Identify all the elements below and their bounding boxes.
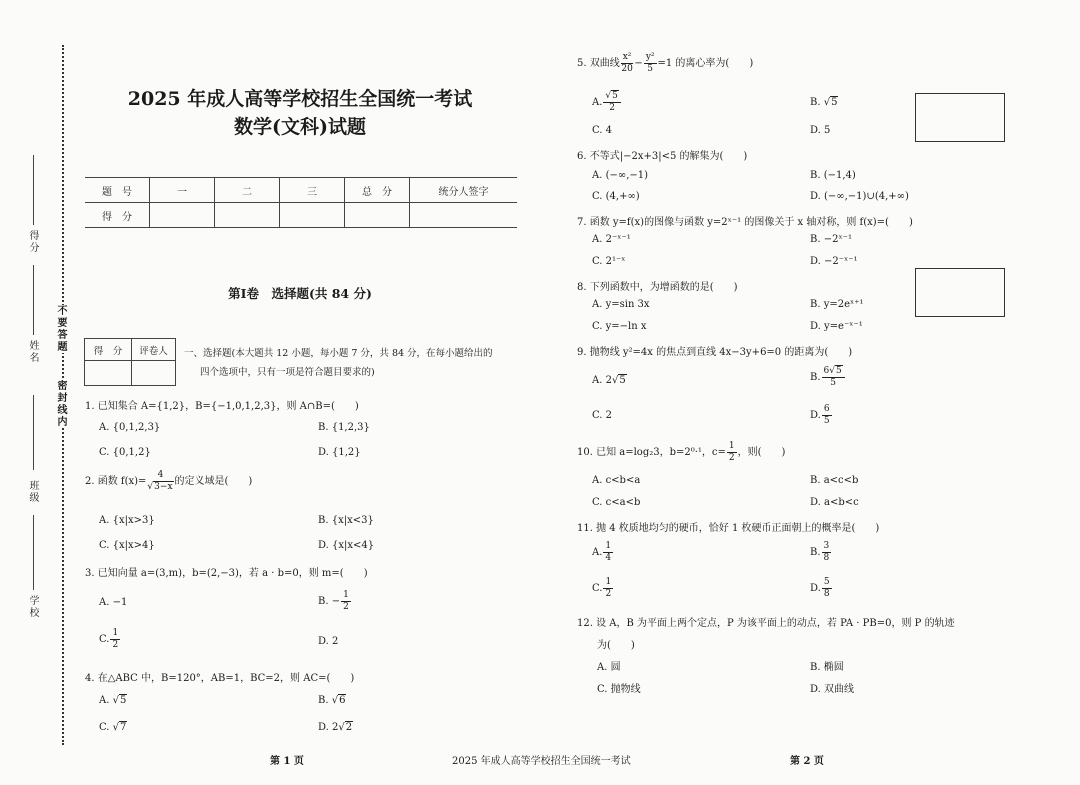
score-cell[interactable] (345, 203, 410, 228)
q1-option-c[interactable]: C. {0,1,2} (99, 447, 151, 458)
q8-option-c[interactable]: C. y=−ln x (592, 321, 647, 332)
q5-frac-2 (644, 53, 657, 74)
q4-option-b[interactable]: B. √6 (318, 695, 346, 706)
question-7: 7. 函数 y=f(x)的图像与函数 y=2ˣ⁻¹ 的图像关于 x 轴对称，则 f(x)=( ) (577, 217, 913, 228)
q10-option-b[interactable]: B. a<c<b (810, 475, 859, 486)
q11-a-den: 4 (605, 553, 612, 563)
q10-pre: 10. 已知 a=log₂3，b=2⁰·¹，c= (577, 447, 726, 458)
q5-frac-1 (621, 53, 634, 74)
question-6: 6. 不等式|−2x+3|<5 的解集为( ) (577, 151, 748, 162)
question-9: 9. 抛物线 y²=4x 的焦点到直线 4x−3y+6=0 的距离为( ) (577, 347, 853, 358)
q9-d-fraction (822, 405, 832, 426)
section-title: 第Ⅰ卷 选择题(共 84 分) (228, 286, 372, 301)
q12-option-b[interactable]: B. 椭圆 (810, 662, 844, 673)
q9-b-den: 5 (830, 378, 836, 388)
score-table-header-cell: 三 (280, 178, 345, 203)
q7-option-c[interactable]: C. 2¹⁻ˣ (592, 256, 626, 267)
q9-option-c[interactable]: C. 2 (592, 410, 613, 421)
q8-option-b[interactable]: B. y=2eˣ⁺¹ (810, 299, 864, 310)
score-label: 得分 (27, 230, 38, 254)
q1-option-a[interactable]: A. {0,1,2,3} (99, 422, 161, 433)
q11-c-den: 2 (605, 589, 612, 599)
footer-right-page: 第 2 页 (790, 756, 824, 767)
q10-option-a[interactable]: A. c<b<a (592, 475, 641, 486)
q11-option-b[interactable] (810, 542, 832, 563)
q5-a-num: √5 (603, 92, 620, 103)
q4-c-radicand: 7 (120, 722, 127, 733)
question-12-cont: 为( ) (597, 640, 635, 651)
name-label: 姓名 (27, 340, 38, 364)
q6-option-c[interactable]: C. (4,+∞) (592, 191, 640, 202)
score-cell[interactable] (280, 203, 345, 228)
school-blank-line (33, 515, 34, 590)
q4-b-radicand: 6 (339, 695, 346, 706)
score-table-header-cell: 一 (150, 178, 215, 203)
q9-d-den: 5 (823, 416, 830, 426)
q6-option-d[interactable]: D. (−∞,−1)∪(4,+∞) (810, 191, 909, 202)
grader-score-label: 得 分 (85, 339, 132, 361)
q5-post: =1 的离心率为( ) (657, 58, 754, 69)
q5-f2-den: 5 (647, 64, 654, 74)
q10-option-c[interactable]: C. c<a<b (592, 497, 641, 508)
q11-option-a[interactable] (592, 542, 614, 563)
q12-option-a[interactable]: A. 圆 (597, 662, 621, 673)
score-table (85, 177, 517, 228)
q2-stem-pre: 2. 函数 f(x)= (85, 476, 147, 487)
score-table-header-cell: 二 (215, 178, 280, 203)
q9-a-radicand: 5 (619, 375, 626, 386)
q5-option-a[interactable] (592, 92, 622, 113)
question-5 (577, 53, 753, 74)
grader-name-cell[interactable] (132, 361, 176, 386)
q11-b-fraction (822, 542, 832, 563)
section-instructions: 一、选择题(本大题共 12 小题，每小题 7 分，共 84 分，在每小题给出的 (184, 348, 493, 359)
q5-pre: 5. 双曲线 (577, 58, 620, 69)
q9-b-pre: B. (810, 372, 821, 383)
q10-option-d[interactable]: D. a<b<c (810, 497, 859, 508)
q10-den: 2 (728, 453, 735, 463)
grader-score-cell[interactable] (85, 361, 132, 386)
q10-fraction (727, 442, 737, 463)
name-blank-line (33, 265, 34, 335)
score-table-row-label: 得 分 (85, 203, 150, 228)
q2-option-d[interactable]: D. {x|x<4} (318, 540, 375, 551)
q5-f2-num: y² (645, 52, 655, 62)
q5-option-c[interactable]: C. 4 (592, 125, 613, 136)
q11-a-fraction (603, 542, 613, 563)
q3-b-den: 2 (343, 602, 349, 612)
q2-stem-post: 的定义域是( ) (174, 476, 253, 487)
q5-option-b[interactable]: B. √5 (810, 97, 838, 108)
q5-minus: − (634, 58, 643, 69)
q2-den-radicand: 3−x (154, 482, 173, 492)
q11-option-c[interactable] (592, 578, 614, 599)
q3-option-a[interactable]: A. −1 (99, 597, 128, 608)
q3-b-fraction (341, 591, 351, 612)
q9-b-num: 6√5 (822, 367, 845, 378)
q5-a-fraction (603, 92, 620, 113)
q1-option-d[interactable]: D. {1,2} (318, 447, 361, 458)
q5-b-pre: B. (810, 97, 821, 108)
q9-b-radicand: 5 (836, 366, 842, 376)
q3-c-fraction (110, 629, 120, 650)
q12-option-c[interactable]: C. 抛物线 (597, 684, 641, 695)
q11-a-num: 1 (605, 541, 612, 551)
question-10 (577, 442, 785, 463)
q5-a-radicand: 5 (612, 91, 618, 101)
q5-a-den: 2 (609, 103, 616, 113)
q3-b-pre: B. − (318, 596, 341, 607)
q4-a-radicand: 5 (119, 695, 127, 706)
footer-center-title: 2025 年成人高等学校招生全国统一考试 (452, 756, 631, 767)
grader-name-label: 评卷人 (132, 339, 176, 361)
q11-d-den: 8 (823, 589, 830, 599)
q3-option-d[interactable]: D. 2 (318, 636, 339, 647)
score-cell[interactable] (150, 203, 215, 228)
seal-line-label: 密封线内 (55, 380, 66, 428)
q3-option-b[interactable] (318, 591, 352, 612)
q2-option-b[interactable]: B. {x|x<3} (318, 515, 374, 526)
q11-a-pre: A. (592, 547, 603, 558)
q6-option-a[interactable]: A. (−∞,−1) (592, 170, 649, 181)
q5-f1-den: 20 (621, 64, 633, 74)
q11-d-num: 5 (823, 577, 830, 587)
q3-c-den: 2 (112, 640, 119, 650)
q4-option-d[interactable]: D. 2√2 (318, 722, 353, 733)
q8-option-a[interactable]: A. y=sin 3x (592, 299, 650, 310)
score-blank-line (33, 155, 34, 225)
q4-d-pre: D. 2 (318, 722, 339, 733)
q4-c-pre: C. (99, 722, 110, 733)
question-1: 1. 已知集合 A={1,2}，B={−1,0,1,2,3}，则 A∩B=( ) (85, 401, 359, 412)
q2-option-a[interactable]: A. {x|x>3} (99, 515, 155, 526)
q11-b-num: 3 (823, 541, 830, 551)
question-3: 3. 已知向量 a=(3,m)，b=(2,−3)，若 a · b=0，则 m=( ) (85, 568, 368, 579)
class-blank-line (33, 395, 34, 470)
question-2 (85, 471, 252, 492)
q11-c-num: 1 (605, 577, 612, 587)
q11-b-pre: B. (810, 547, 821, 558)
section-instructions-cont: 四个选项中，只有一项是符合题目要求的) (200, 367, 375, 378)
question-8: 8. 下列函数中，为增函数的是( ) (577, 282, 738, 293)
exam-subtitle: 数学(文科)试题 (234, 116, 366, 138)
q9-a-pre: A. 2 (592, 375, 612, 386)
q9-option-b[interactable] (810, 367, 846, 388)
signature-cell[interactable] (410, 203, 518, 228)
q7-option-b[interactable]: B. −2ˣ⁻¹ (810, 234, 852, 245)
grader-table (84, 338, 176, 386)
q7-option-a[interactable]: A. 2⁻ˣ⁻¹ (592, 234, 631, 245)
q4-a-pre: A. (99, 695, 110, 706)
q2-fraction (147, 471, 173, 492)
q2-option-c[interactable]: C. {x|x>4} (99, 540, 155, 551)
q9-d-pre: D. (810, 410, 821, 421)
q4-option-a[interactable]: A. √5 (99, 695, 127, 706)
q4-d-radicand: 2 (345, 722, 353, 733)
q7-option-d[interactable]: D. −2⁻ˣ⁻¹ (810, 256, 858, 267)
q2-den: √3−x (147, 482, 173, 492)
school-label: 学校 (27, 595, 38, 619)
score-table-header-cell: 统分人签字 (410, 178, 518, 203)
grader-box-right-2[interactable] (915, 268, 1005, 317)
q3-option-c[interactable] (99, 629, 121, 650)
footer-left-page: 第 1 页 (270, 756, 304, 767)
score-table-header-cell: 题 号 (85, 178, 150, 203)
question-4: 4. 在△ABC 中，B=120°，AB=1，BC=2，则 AC=( ) (85, 673, 355, 684)
q5-f1-num: x² (622, 52, 632, 62)
q10-num: 1 (728, 441, 735, 451)
q5-option-d[interactable]: D. 5 (810, 125, 831, 136)
q2-num: 4 (157, 470, 164, 480)
q3-c-pre: C. (99, 634, 110, 645)
q10-post: ，则( ) (737, 447, 786, 458)
q11-b-den: 8 (823, 553, 830, 563)
q11-option-d[interactable] (810, 578, 833, 599)
q4-option-c[interactable]: C. √7 (99, 722, 127, 733)
q3-b-num: 1 (343, 590, 349, 600)
q12-option-d[interactable]: D. 双曲线 (810, 684, 855, 695)
q9-option-d[interactable] (810, 405, 833, 426)
q9-b-fraction (822, 367, 845, 388)
score-cell[interactable] (215, 203, 280, 228)
question-12: 12. 设 A，B 为平面上两个定点，P 为该平面上的动点，若 PA · PB=0，则 P 的轨迹 (577, 618, 955, 629)
question-11: 11. 抛 4 枚质地均匀的硬币，恰好 1 枚硬币正面朝上的概率是( ) (577, 523, 880, 534)
q9-d-num: 6 (823, 404, 830, 414)
q8-option-d[interactable]: D. y=e⁻ˣ⁻¹ (810, 321, 863, 332)
q6-option-b[interactable]: B. (−1,4) (810, 170, 856, 181)
score-table-header-cell: 总 分 (345, 178, 410, 203)
q11-c-fraction (603, 578, 613, 599)
class-label: 班级 (27, 480, 38, 504)
exam-title: 2025 年成人高等学校招生全国统一考试 (127, 88, 473, 110)
q1-option-b[interactable]: B. {1,2,3} (318, 422, 370, 433)
q9-b-coef: 6 (823, 366, 830, 376)
q9-option-a[interactable]: A. 2√5 (592, 375, 626, 386)
q11-d-fraction (822, 578, 832, 599)
q5-a-pre: A. (592, 97, 603, 108)
q3-c-num: 1 (112, 628, 119, 638)
q5-b-radicand: 5 (831, 97, 838, 108)
q4-b-pre: B. (318, 695, 329, 706)
grader-box-right-1[interactable] (915, 93, 1005, 142)
q11-d-pre: D. (810, 583, 821, 594)
seal-notice: 不要答题 (55, 305, 66, 353)
q11-c-pre: C. (592, 583, 603, 594)
